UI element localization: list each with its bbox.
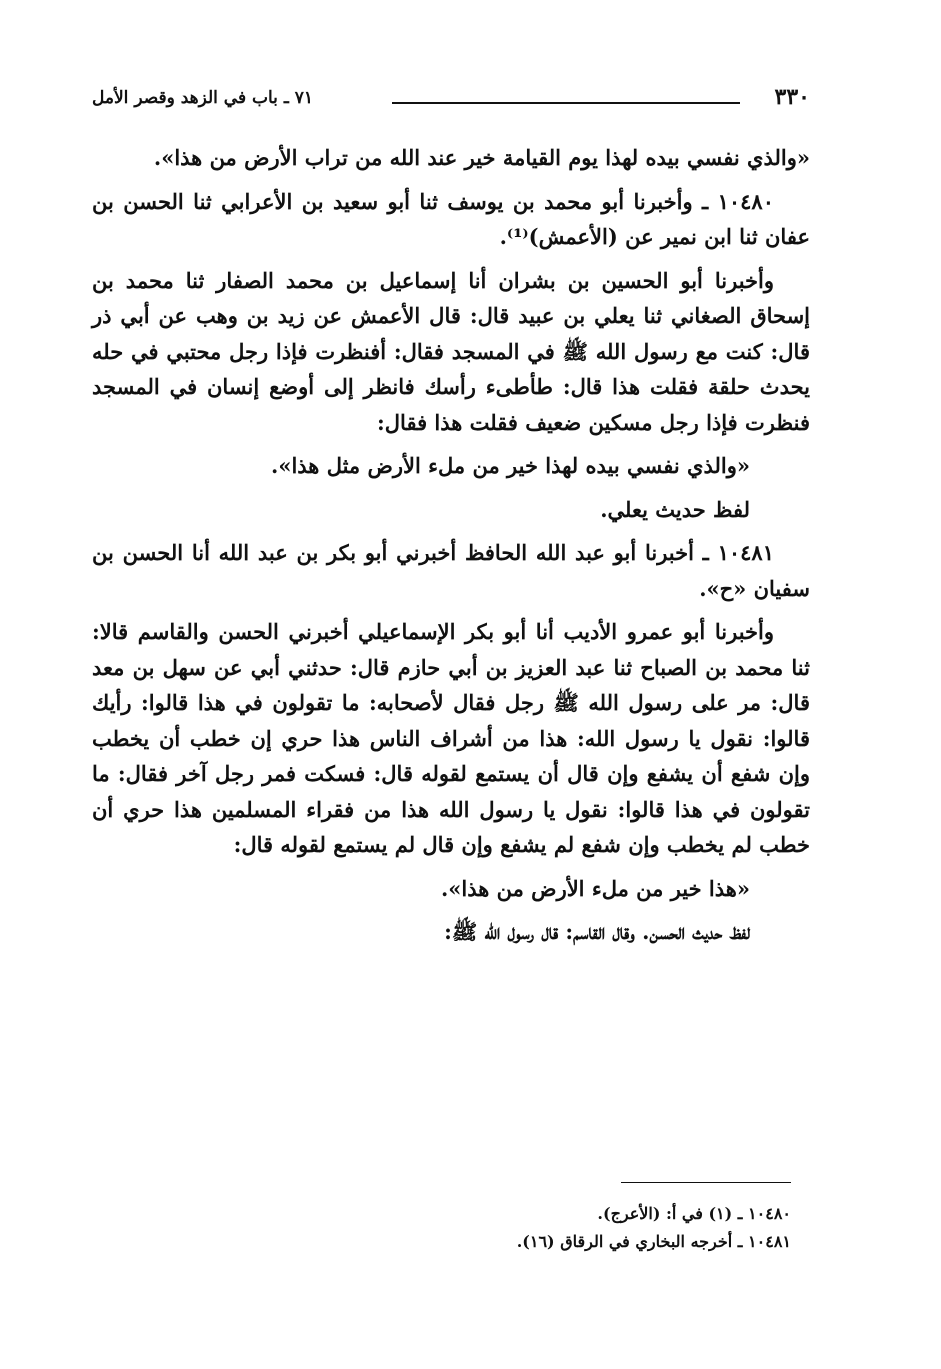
main-text bbox=[92, 140, 810, 958]
paragraph-wording-note-1: لفظ حديث يعلي. bbox=[600, 496, 750, 522]
paragraph-wording-note-2: لفظ حديث الحسن. وقال القاسم: قال رسول الله ﷺ: bbox=[444, 919, 750, 944]
paragraph-isnad-sahl: وأخبرنا أبو عمرو الأديب أنا أبو بكر الإسماعيلي أخبرني الحسن والقاسم قالا: ثنا محمد بن الصباح ثنا عبد العزيز بن أبي حازم قال: حدثني أبي عن سهل بن معد قال: مر على رسول الله ﷺ رجل فقال لأصحابه: ما تقولون في هذا قالوا: رأيك قالوا: نقول يا رسول الله: هذا من أشراف الناس هذا حري إن خطب أن يخطب وإن شفع أن يشفع وإن قال أن يستمع لقوله قال: فسكت فمر رجل آخر فقال: ما تقولون في هذا قالوا: نقول يا رسول الله هذا من فقراء المسلمين هذا حري أن خطب لم يخطب وإن شفع لم يشفع وإن قال لم يستمع لقوله قال: bbox=[92, 619, 810, 857]
chapter-title: ٧١ ـ باب في الزهد وقصر الأمل bbox=[92, 88, 313, 108]
footnotes bbox=[231, 1200, 791, 1256]
paragraph-isnad-abu-dharr: وأخبرنا أبو الحسين بن بشران أنا إسماعيل بن محمد الصفار ثنا محمد بن إسحاق الصغاني ثنا يعلي بن عبيد قال: قال الأعمش عن زيد بن وهب عن أبي ذر قال: كنت مع رسول الله ﷺ في المسجد فقال: أفنظرت فإذا رجل محتبي في حله يحدث حلقة فقلت هذا قال: طأطىء رأسك فانظر إلى أوضع إنسان في المسجد فنظرت فإذا رجل مسكين ضعيف فقلت هذا فقال: bbox=[92, 267, 810, 435]
paragraph-hadith-10481: ١٠٤٨١ ـ أخبرنا أبو عبد الله الحافظ أخبرني أبو بكر بن عبد الله أنا الحسن بن سفيان «ح». bbox=[92, 540, 810, 601]
page-number: ٣٣٠ bbox=[774, 84, 810, 110]
footnote-10481: ١٠٤٨١ ـ أخرجه البخاري في الرقاق (١٦). bbox=[516, 1232, 791, 1251]
paragraph-hadith-10480: ١٠٤٨٠ ـ وأخبرنا أبو محمد بن يوسف ثنا أبو سعيد بن الأعرابي ثنا الحسن بن عفان ثنا ابن نمير عن (الأعمش)⁽¹⁾. bbox=[92, 188, 810, 249]
header-rule bbox=[392, 102, 740, 104]
paragraph-hadith-quote-3: «هذا خير من ملء الأرض من هذا». bbox=[440, 875, 750, 901]
footnote-10480: ١٠٤٨٠ ـ (١) في أ: (الأعرج). bbox=[597, 1204, 791, 1223]
paragraph-hadith-quote-1: «والذي نفسي بيده لهذا يوم القيامة خير عند الله من تراب الأرض من هذا». bbox=[153, 145, 810, 170]
running-header bbox=[92, 82, 810, 122]
paragraph-hadith-quote-2: «والذي نفسي بيده لهذا خير من ملء الأرض مثل هذا». bbox=[271, 453, 750, 478]
footnote-separator bbox=[621, 1182, 791, 1183]
